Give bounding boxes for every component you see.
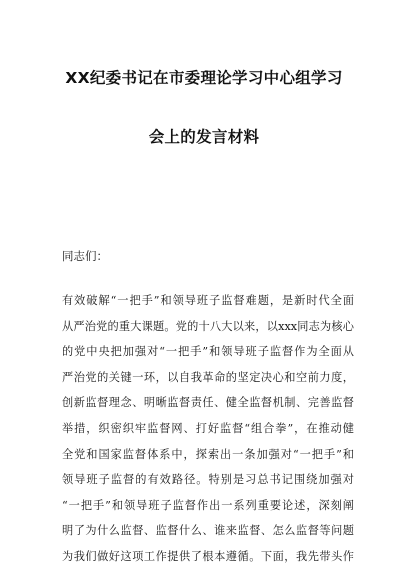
- body-line: 全党和国家监督体系中，探索出一条加强对“一把手”和: [62, 447, 354, 461]
- body-line: “一把手”和领导班子监督作出一系列重要论述，深刻阐: [62, 498, 354, 512]
- body-line: 创新监督理念、明晰监督责任、健全监督机制、完善监督: [62, 396, 354, 410]
- body-line: 明了为什么监督、监督什么、谁来监督、怎么监督等问题: [62, 524, 354, 538]
- document-title-line-2: 会上的发言材料: [148, 128, 260, 146]
- body-paragraph: [62, 288, 354, 570]
- body-line: 有效破解“一把手”和领导班子监督难题，是新时代全面: [62, 294, 354, 307]
- document-title-line-1: XX纪委书记在市委理论学习中心组学习: [65, 69, 343, 87]
- body-line: 严治党的关键一环，以自我革命的坚定决心和空前力度，: [62, 370, 354, 384]
- body-line: 举措，织密织牢监督网、打好监督“组合拳”，在推动健: [62, 421, 354, 435]
- body-line: 领导班子监督的有效路径。特别是习总书记围绕加强对: [62, 473, 354, 487]
- body-line: 的党中央把加强对“一把手”和领导班子监督作为全面从: [62, 345, 354, 359]
- salutation: 同志们：: [62, 249, 108, 263]
- body-line: 为我们做好这项工作提供了根本遵循。下面，我先带头作: [62, 549, 354, 563]
- body-line: 从严治党的重大课题。党的十八大以来，以xxx同志为核心: [62, 319, 354, 333]
